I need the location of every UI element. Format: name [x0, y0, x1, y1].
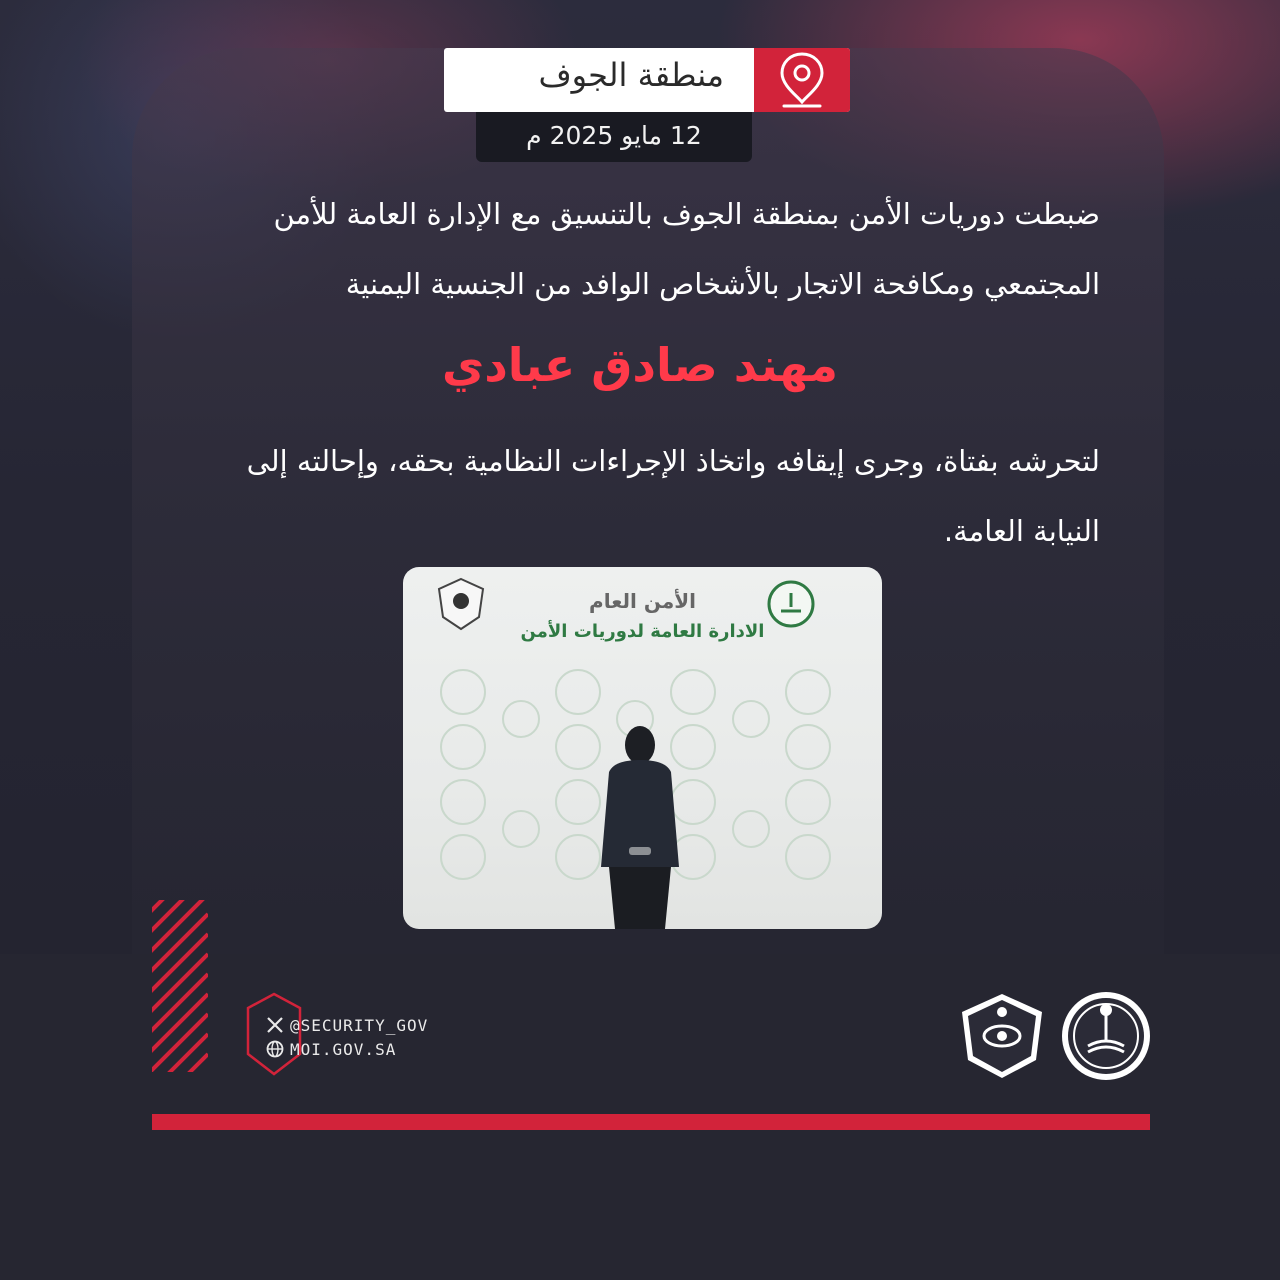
- person-silhouette: [601, 726, 679, 929]
- announcement-paragraph-1: ضبطت دوريات الأمن بمنطقة الجوف بالتنسيق مع الإدارة العامة للأمن المجتمعي ومكافحة الاتجار بالأشخاص الوافد من الجنسية اليمنية: [273, 197, 1100, 301]
- date-text: 12 مايو 2025 م: [526, 121, 702, 150]
- region-name: منطقة الجوف: [538, 56, 724, 94]
- public-security-logo: [956, 990, 1048, 1082]
- arrest-photo: [403, 567, 882, 929]
- location-pin-icon: [754, 48, 850, 112]
- ministry-emblem-logo: [1060, 990, 1152, 1082]
- date-label: [476, 112, 752, 162]
- decorative-stripes: [152, 900, 208, 1072]
- x-handle[interactable]: @SECURITY_GOV: [290, 1016, 429, 1035]
- region-label: [444, 48, 850, 112]
- announcement-paragraph-2: لتحرشه بفتاة، وجرى إيقافه واتخاذ الإجراءات النظامية بحقه، وإحالته إلى النيابة العامة.: [246, 444, 1100, 548]
- accent-bar: [152, 1114, 1150, 1130]
- globe-icon: [266, 1040, 284, 1058]
- banner-subtitle: الادارة العامة لدوريات الأمن: [520, 621, 765, 642]
- suspect-name: مهند صادق عبادي: [442, 338, 838, 392]
- x-icon: [266, 1016, 284, 1034]
- website-link[interactable]: MOI.GOV.SA: [290, 1040, 397, 1059]
- banner-title: الأمن العام: [589, 589, 696, 613]
